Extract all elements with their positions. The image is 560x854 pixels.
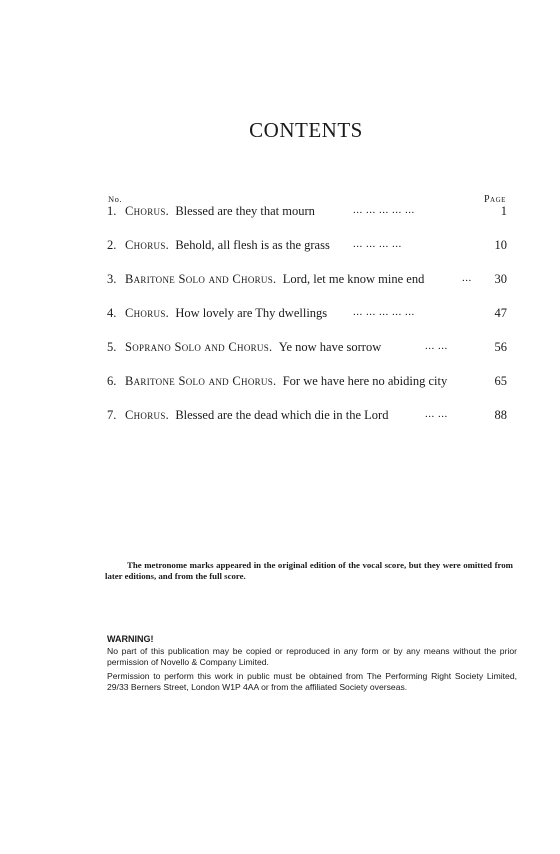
entry-page: 88 [494,408,507,422]
entry-text: Ye now have sorrow [278,340,382,354]
toc-entry [107,306,507,324]
toc-entry [107,238,507,256]
toc-entry [107,408,507,426]
toc-entry [107,374,507,392]
entry-title [125,340,381,355]
entry-voices: Chorus. [125,306,170,320]
entry-title [125,374,447,389]
entry-page: 1 [500,204,507,218]
entry-text: For we have here no abiding city [282,374,448,388]
entry-title [125,204,315,219]
leader-dots: ... ... ... ... ... [353,204,415,216]
page-title: CONTENTS [249,118,363,142]
entry-number: 5. [107,340,117,354]
entry-number: 4. [107,306,117,320]
toc-entry [107,340,507,358]
entry-title [125,272,424,287]
entry-number: 7. [107,408,117,422]
leader-dots: ... ... ... ... ... [353,306,415,318]
entry-text: Blessed are the dead which die in the Lord [175,408,389,422]
metronome-note: The metronome marks appeared in the original edition of the vocal score, but they were omitted from later editions, and from the full score. [105,560,513,581]
entry-text: How lovely are Thy dwellings [175,306,328,320]
entry-page: 56 [494,340,507,354]
warning-copyright: No part of this publication may be copied or reproduced in any form or by any means without the prior permission of Novello & Company Limited. [107,646,517,667]
entry-number: 6. [107,374,117,388]
entry-voices: Soprano Solo and Chorus. [125,340,273,354]
entry-title [125,238,330,253]
entry-page: 65 [494,374,507,388]
toc-entry [107,204,507,222]
leader-dots: ... ... [425,408,448,420]
entry-title [125,408,388,423]
warning-performance: Permission to perform this work in public must be obtained from The Performing Right Society Limited, 29/33 Berners Street, London W1P 4AA or from the affiliated Society overseas. [107,671,517,692]
warning-title: WARNING! [107,634,154,644]
entry-text: Blessed are they that mourn [175,204,315,218]
entry-voices: Baritone Solo and Chorus. [125,272,277,286]
leader-dots: ... ... ... ... [353,238,402,250]
entry-text: Behold, all flesh is as the grass [175,238,330,252]
entry-page: 30 [494,272,507,286]
leader-dots: ... ... [425,340,448,352]
entry-voices: Baritone Solo and Chorus. [125,374,277,388]
entry-page: 47 [494,306,507,320]
entry-number: 2. [107,238,117,252]
entry-number: 3. [107,272,117,286]
leader-dots: ... [462,272,472,284]
toc-entry [107,272,507,290]
entry-title [125,306,327,321]
column-header-page: Page [484,194,506,205]
entry-text: Lord, let me know mine end [282,272,425,286]
entry-voices: Chorus. [125,408,170,422]
column-header-number: No. [108,194,123,204]
entry-voices: Chorus. [125,204,170,218]
entry-page: 10 [494,238,507,252]
entry-number: 1. [107,204,117,218]
entry-voices: Chorus. [125,238,170,252]
